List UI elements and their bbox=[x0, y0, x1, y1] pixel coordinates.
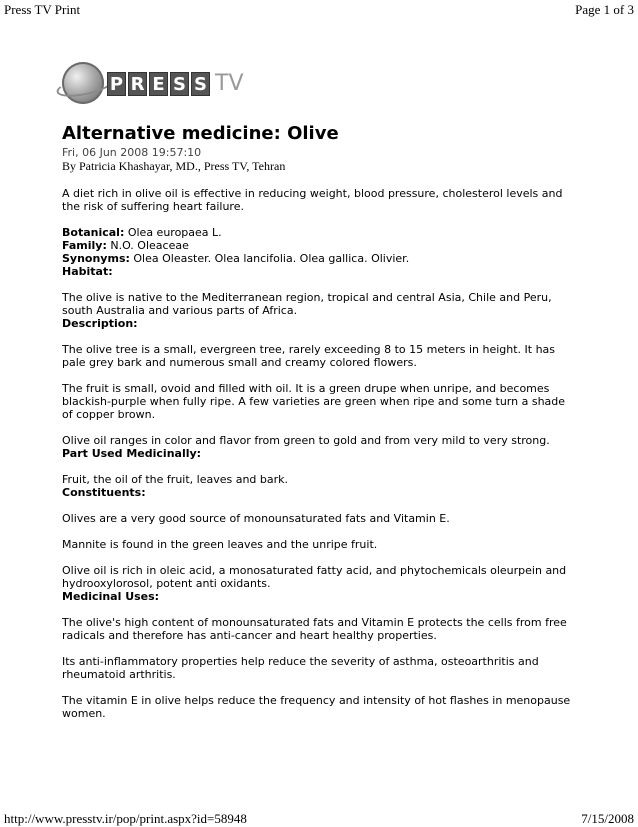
family-line bbox=[62, 239, 577, 252]
family-value: N.O. Oleaceae bbox=[106, 239, 189, 252]
botanical-label: Botanical: bbox=[62, 226, 125, 239]
botanical-value: Olea europaea L. bbox=[124, 226, 222, 239]
print-header-title: Press TV Print bbox=[4, 2, 81, 17]
part-used-text: Fruit, the oil of the fruit, leaves and bark. bbox=[62, 473, 289, 486]
medicinal-uses-paragraph: The olive's high content of monounsaturated fats and Vitamin E protects the cells from free radicals and therefore has anti-cancer and heart healthy properties. bbox=[62, 616, 567, 642]
medicinal-uses-paragraph: Its anti-inflammatory properties help reduce the severity of asthma, osteoarthritis and rheumatoid arthritis. bbox=[62, 655, 539, 681]
logo-tv-suffix: TV bbox=[215, 71, 244, 96]
description-heading: Description: bbox=[62, 317, 138, 330]
article-byline: By Patricia Khashayar, MD., Press TV, Tehran bbox=[62, 159, 286, 173]
description-paragraph: The fruit is small, ovoid and filled with oil. It is a green drupe when unripe, and becomes blackish-purple when fully ripe. A few varieties are green when ripe and some turn a shade of copper brown. bbox=[62, 382, 566, 421]
taxonomy-block bbox=[62, 226, 577, 265]
habitat-text: The olive is native to the Mediterranean region, tropical and central Asia, Chile and Peru, south Australia and various parts of Africa. bbox=[62, 291, 552, 317]
description-paragraph: Olive oil ranges in color and flavor from green to gold and from very mild to very strong. bbox=[62, 434, 550, 447]
logo-letter: S bbox=[191, 72, 210, 96]
constituents-paragraph: Mannite is found in the green leaves and the unripe fruit. bbox=[62, 538, 378, 551]
article-date: Fri, 06 Jun 2008 19:57:10 bbox=[62, 146, 202, 159]
medicinal-uses-heading: Medicinal Uses: bbox=[62, 590, 160, 603]
part-used-heading: Part Used Medicinally: bbox=[62, 447, 202, 460]
article-intro: A diet rich in olive oil is effective in reducing weight, blood pressure, cholesterol levels and the risk of suffering heart failure. bbox=[62, 187, 563, 213]
presstv-logo bbox=[62, 62, 262, 106]
page-number: Page 1 of 3 bbox=[575, 2, 634, 17]
source-url: http://www.presstv.ir/pop/print.aspx?id=58948 bbox=[4, 811, 247, 826]
synonyms-value: Olea Oleaster. Olea lancifolia. Olea gallica. Olivier. bbox=[129, 252, 410, 265]
print-date: 7/15/2008 bbox=[581, 811, 634, 826]
globe-icon bbox=[62, 62, 104, 104]
synonyms-line bbox=[62, 252, 577, 265]
logo-letter: P bbox=[107, 72, 126, 96]
article-title: Alternative medicine: Olive bbox=[62, 123, 339, 144]
family-label: Family: bbox=[62, 239, 107, 252]
logo-letter: R bbox=[128, 72, 147, 96]
constituents-paragraph: Olives are a very good source of monounsaturated fats and Vitamin E. bbox=[62, 512, 450, 525]
habitat-heading: Habitat: bbox=[62, 265, 113, 278]
synonyms-label: Synonyms: bbox=[62, 252, 130, 265]
logo-wordmark bbox=[107, 72, 210, 96]
medicinal-uses-paragraph: The vitamin E in olive helps reduce the frequency and intensity of hot flashes in menopause women. bbox=[62, 694, 571, 720]
logo-letter: E bbox=[149, 72, 168, 96]
logo-letter: S bbox=[170, 72, 189, 96]
constituents-paragraph: Olive oil is rich in oleic acid, a monosaturated fatty acid, and phytochemicals oleurpein and hydrooxylorosol, potent anti oxidants. bbox=[62, 564, 567, 590]
description-paragraph: The olive tree is a small, evergreen tree, rarely exceeding 8 to 15 meters in height. It has pale grey bark and numerous small and creamy colored flowers. bbox=[62, 343, 556, 369]
botanical-line bbox=[62, 226, 577, 239]
constituents-heading: Constituents: bbox=[62, 486, 146, 499]
article bbox=[62, 124, 577, 720]
